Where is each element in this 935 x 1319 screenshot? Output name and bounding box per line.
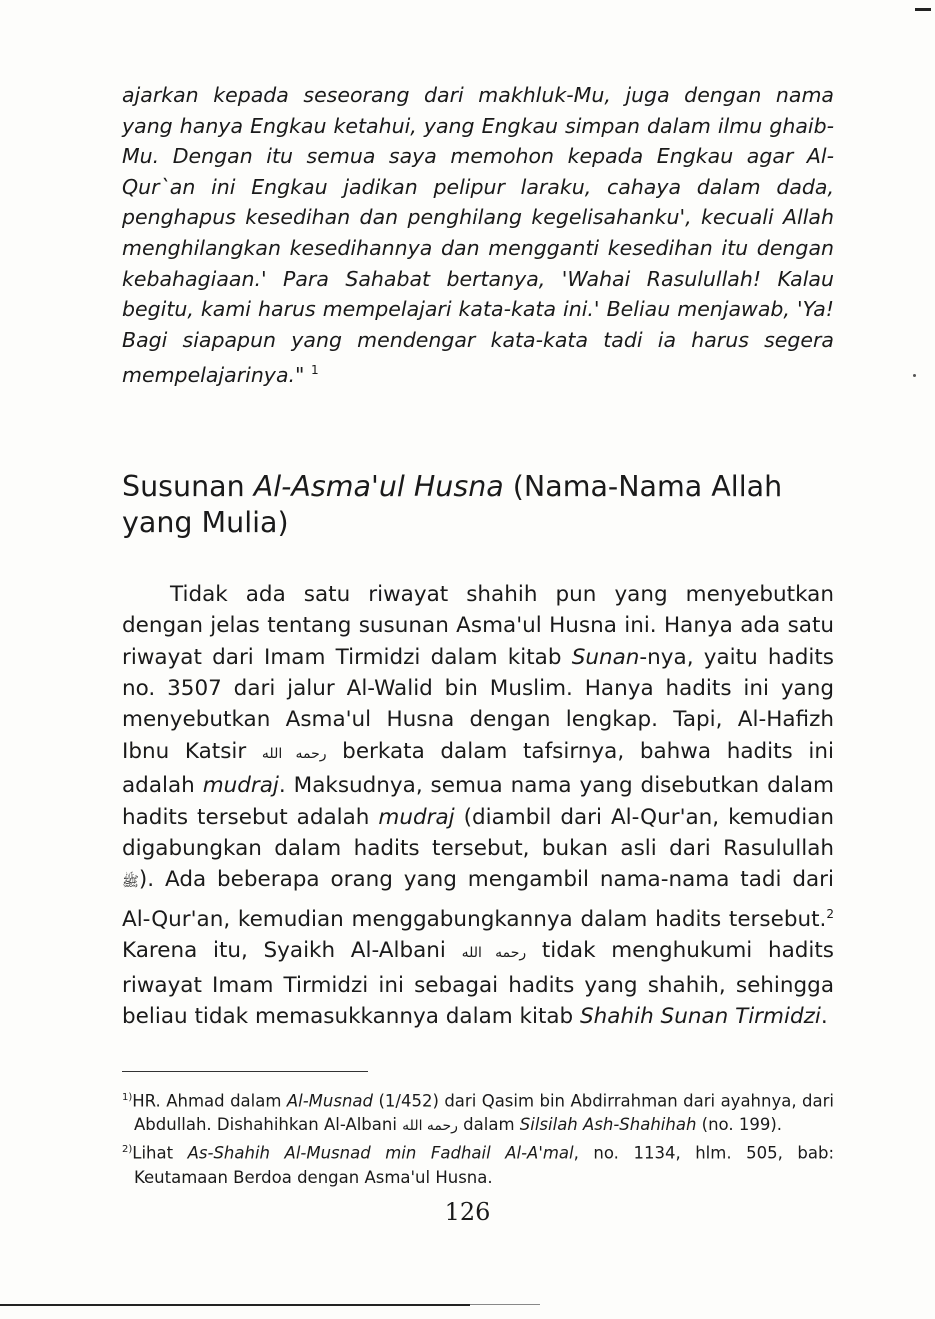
body-italic: mudraj [202,773,279,799]
footnote-text: Lihat [132,1143,188,1163]
body-text: ). Ada beberapa orang yang mengambil nama-nama tadi dari Al-Qur'an, kemudian menggabungkannya dalam hadits tersebut. [122,867,834,932]
page-content [122,80,834,1190]
body-text: berkata dalam tafsirnya, bahwa hadits ini adalah [122,738,834,799]
body-italic: Shahih Sunan Tirmidzi [580,1004,821,1030]
scan-bottom-line-faint [470,1304,540,1305]
heading-part1: Susunan [122,469,254,503]
footnote-2 [122,1138,834,1190]
body-text: . [820,1004,828,1030]
quote-paragraph [122,80,834,391]
honorific-rahimahullah-icon: رحمه الله [261,745,327,762]
honorific-rahimahullah-icon: رحمه الله [461,945,527,962]
footnote-italic: Silsilah Ash-Shahihah [519,1115,697,1135]
footnote-text: dalam [457,1115,520,1135]
body-text: . Maksudnya, semua nama yang disebutkan dalam hadits tersebut adalah [122,773,834,830]
section-heading [122,469,834,541]
footnote-number: 1) [122,1091,133,1103]
body-text: Tidak ada satu riwayat shahih pun yang menyebutkan dengan jelas tentang susunan Asma'ul Husna ini. Hanya ada satu riwayat dari Imam Tirmidzi dalam kitab [122,581,834,670]
footnote-ref-2: 2 [826,906,834,921]
body-text: (diambil dari Al-Qur'an, kemudian digabungkan dalam hadits tersebut, bukan asli dari Rasulullah [122,804,834,862]
scan-corner-mark [915,8,931,11]
page-number: 126 [444,1198,491,1226]
footnote-text: HR. Ahmad dalam [132,1091,287,1111]
quote-text: ajarkan kepada seseorang dari makhluk-Mu, juga dengan nama yang hanya Engkau ketahui, yang Engkau simpan dalam ilmu ghaib-Mu. Dengan itu semua saya memohon kepada Engkau agar Al-Qur`an ini Engkau jadikan pelipur laraku, cahaya dalam dada, penghapus kesedihan dan penghilang kegelisahanku', kecuali Allah menghilangkan kesedihannya dan mengganti kesedihan itu dengan kebahagiaan.' Para Sahabat bertanya, 'Wahai Rasulullah! Kalau begitu, kami harus mempelajari kata-kata ini.' Beliau menjawab, 'Ya! Bagi siapapun yang mendengar kata-kata tadi ia harus segera mempelajarinya." [122,83,834,388]
footnote-text: (no. 199). [696,1115,783,1135]
footnote-divider [122,1071,368,1072]
body-text: tidak menghukumi hadits riwayat Imam Tirmidzi ini sebagai hadits yang shahih, sehingga beliau tidak memasukkannya dalam kitab [122,938,834,1030]
honorific-saw-icon: ﷺ [122,874,139,891]
body-italic: Sunan [571,644,640,670]
body-italic: mudraj [378,804,455,830]
footnote-text: (1/452) dari Qasim bin Abdirrahman dari ayahnya, dari Abdullah. Dishahihkan Al-Albani [134,1091,834,1135]
footnotes [122,1086,834,1190]
honorific-rahimahullah-icon: رحمه الله [402,1118,458,1135]
footnote-1 [122,1086,834,1139]
body-text: Karena itu, Syaikh Al-Albani [122,938,462,964]
footnote-italic: Al-Musnad [286,1091,374,1111]
scan-speck [913,374,916,377]
footnote-italic: As-Shahih Al-Musnad min Fadhail Al-A'mal [187,1143,574,1163]
heading-italic: Al-Asma'ul Husna [253,469,504,503]
body-paragraph [122,579,834,1033]
footnote-text: , no. 1134, hlm. 505, bab: Keutamaan Berdoa dengan Asma'ul Husna. [134,1143,834,1187]
scan-bottom-line [0,1304,470,1306]
footnote-ref-1: 1 [310,363,319,378]
body-text: -nya, yaitu hadits no. 3507 dari jalur Al-Walid bin Muslim. Hanya hadits ini yang menyebutkan Asma'ul Husna dengan lengkap. Tapi, Al-Hafizh Ibnu Katsir [122,644,834,764]
footnote-number: 2) [122,1144,133,1156]
heading-part2: (Nama-Nama Allah yang Mulia) [122,469,783,539]
